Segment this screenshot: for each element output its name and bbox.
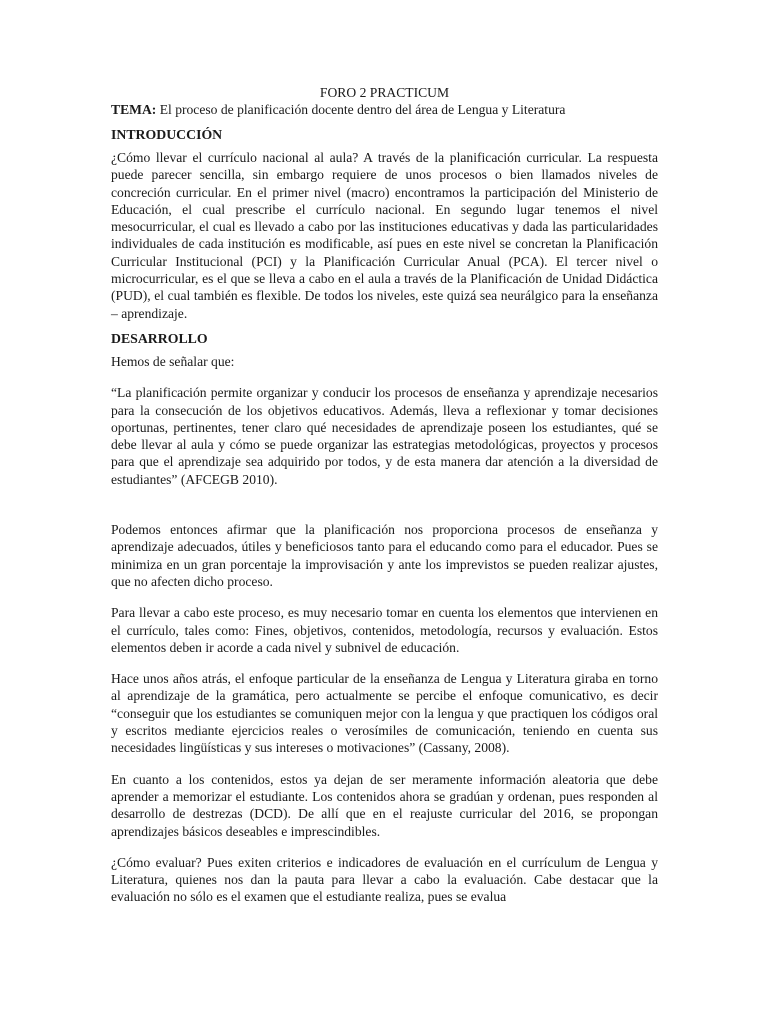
paragraph-contenidos: En cuanto a los contenidos, estos ya dejan de ser meramente información aleatoria que debe aprender a memorizar el estudiante. Los contenidos ahora se gradúan y ordenan, pues responden al desarrollo de destrezas (DCD). De allí que en el reajuste curricular del 2016, se propongan aprendizajes básicos deseables e imprescindibles. — [111, 771, 658, 839]
paragraph-quote: “La planificación permite organizar y conducir los procesos de enseñanza y aprendizaje necesarios para la consecución de los objetivos educativos. Además, lleva a reflexionar y tomar decisiones oportunas, pertinentes, tener claro qué necesidades de aprendizaje poseen los estudiantes, qué se debe llevar al aula y cómo se puede organizar las estrategias metodológicas, proyectos y procesos para que el aprendizaje sea adquirido por todos, y de esta manera dar atención a la diversidad de estudiantes” (AFCEGB 2010). — [111, 385, 658, 487]
document-page — [111, 84, 658, 906]
paragraph-intro: ¿Cómo llevar el currículo nacional al aula? A través de la planificación curricular. La respuesta puede parecer sencilla, sin embargo requiere de unos procesos o bien llamados niveles de concreción curricular. En el primer nivel (macro) encontramos la participación del Ministerio de Educación, el cual prescribe el currículo nacional. En segundo lugar tenemos el nivel mesocurricular, el cual es llevado a cabo por las instituciones educativas y dada las particularidades individuales de cada institución es modificable, así pues en este nivel se concretan la Planificación Curricular Institucional (PCI) y la Planificación Curricular Anual (PCA). El tercer nivel o microcurricular, es el que se lleva a cabo en el aula a través de la Planificación de Unidad Didáctica (PUD), el cual también es flexible. De todos los niveles, este quizá sea neurálgico para la enseñanza – aprendizaje. — [111, 150, 658, 321]
heading-desarrollo: DESARROLLO — [111, 330, 208, 346]
paragraph-hace-unos: Hace unos años atrás, el enfoque particular de la enseñanza de Lengua y Literatura giraba en torno al aprendizaje de la gramática, pero actualmente se percibe el enfoque comunicativo, es decir “conseguir que los estudiantes se comuniquen mejor con la lengua y que practiquen los códigos oral y escritos mediante ejercicios reales o verosímiles de comunicación, teniendo en cuenta sus necesidades lingüísticas y sus intereses o motivaciones” (Cassany, 2008). — [111, 671, 658, 756]
paragraph-podemos: Podemos entonces afirmar que la planificación nos proporciona procesos de enseñanza y aprendizaje adecuados, útiles y beneficiosos tanto para el educando como para el educador. Pues se minimiza en un gran porcentaje la improvisación y ante los imprevistos se pueden realizar ajustes, que no afecten dicho proceso. — [111, 522, 658, 589]
topic-text: El proceso de planificación docente dentro del área de Lengua y Literatura — [156, 102, 566, 117]
topic-line — [111, 101, 658, 118]
paragraph-hemos: Hemos de señalar que: — [111, 353, 235, 369]
topic-label: TEMA: — [111, 102, 157, 117]
paragraph-para-llevar: Para llevar a cabo este proceso, es muy necesario tomar en cuenta los elementos que intervienen en el currículo, tales como: Fines, objetivos, contenidos, metodología, recursos y evaluación. Estos elementos deben ir acorde a cada nivel y subnivel de educación. — [111, 605, 658, 655]
heading-introduccion: INTRODUCCIÓN — [111, 127, 223, 142]
document-title: FORO 2 PRACTICUM — [319, 85, 450, 100]
paragraph-evaluar: ¿Cómo evaluar? Pues exiten criterios e indicadores de evaluación en el currículum de Lengua y Literatura, quienes nos dan la pauta para llevar a cabo la evaluación. Cabe destacar que la evaluación no sólo es el examen que el estudiante realiza, pues se evalua — [111, 854, 658, 905]
